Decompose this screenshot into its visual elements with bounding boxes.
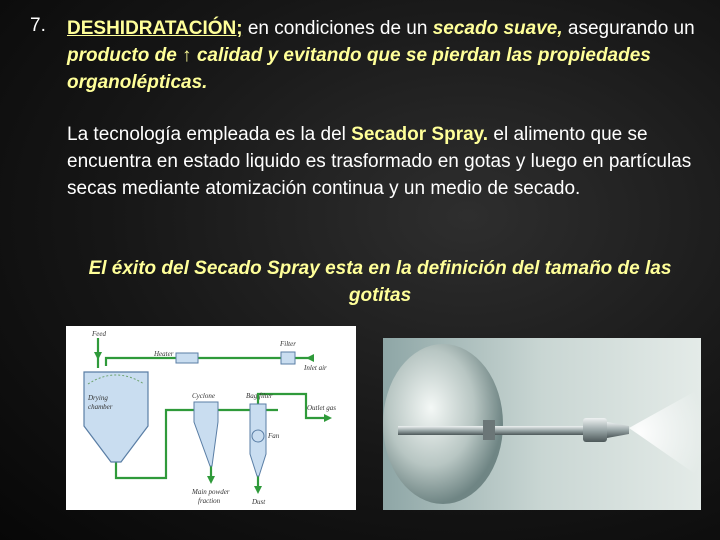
spray-dryer-highlight: Secador Spray.	[351, 124, 489, 145]
feed-arrow	[94, 352, 102, 360]
filter-label: Filter	[280, 340, 296, 348]
spray-nozzle-photo	[383, 338, 701, 510]
feed-label: Feed	[92, 330, 106, 338]
cyclone-label: Cyclone	[192, 392, 215, 400]
cyclone	[194, 402, 218, 466]
drying-chamber	[84, 372, 148, 462]
technology-text-2: el alimento que se encuentra en estado liquido es trasformado en gotas y luego en partículas secas mediante atomización continua y un medio de secado.	[67, 124, 692, 199]
fan	[252, 430, 264, 442]
outlet-gas-label: Outlet gas	[307, 404, 336, 412]
drying-chamber-label-1: Drying	[88, 394, 108, 402]
dehydration-text-1: en condiciones de un	[242, 18, 433, 39]
main-powder-label-2: fraction	[198, 497, 221, 505]
dehydration-text-2: asegurando un	[562, 18, 695, 39]
dehydration-heading: DESHIDRATACIÓN;	[67, 18, 243, 39]
main-powder-label-1: Main powder	[192, 488, 230, 496]
drying-chamber-label-2: chamber	[88, 403, 113, 411]
success-statement: El éxito del Secado Spray esta en la definición del tamaño de las gotitas	[88, 258, 672, 306]
dust-arrow	[254, 486, 262, 494]
inlet-air-arrow	[306, 354, 314, 362]
technology-text-1: La tecnología empleada es la del	[67, 124, 352, 145]
filter	[281, 352, 295, 364]
bag-filter-label: Bag filter	[246, 392, 273, 400]
dehydration-paragraph	[67, 15, 707, 96]
dust-label: Dust	[252, 498, 266, 506]
inlet-air-label: Inlet air	[304, 364, 327, 372]
dehydration-emph-2: producto de ↑ calidad y evitando que se pierdan las propiedades organolépticas.	[67, 45, 651, 93]
tube-clamp	[483, 420, 495, 440]
heater	[176, 353, 198, 363]
outlet-gas-arrow	[324, 414, 332, 422]
nozzle-image	[383, 338, 701, 510]
spray-dryer-diagram	[66, 326, 356, 510]
nozzle-fitting	[583, 418, 607, 442]
heater-label: Heater	[154, 350, 174, 358]
powder-arrow	[207, 476, 215, 484]
dehydration-emph-1: secado suave,	[432, 18, 563, 39]
fan-label: Fan	[268, 432, 280, 440]
process-schematic	[66, 326, 356, 510]
technology-paragraph	[67, 121, 707, 202]
point-number: 7.	[30, 15, 46, 36]
